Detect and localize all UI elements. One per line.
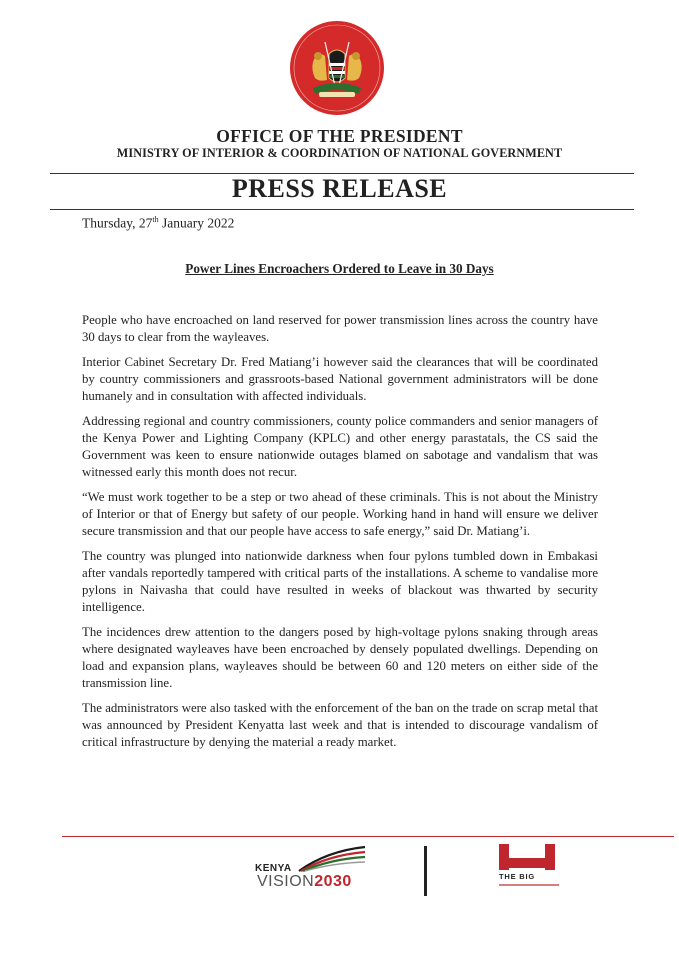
- ministry-title: MINISTRY OF INTERIOR & COORDINATION OF NATIONAL GOVERNMENT: [116, 146, 563, 160]
- press-release-title: PRESS RELEASE: [231, 174, 448, 203]
- vision-word: [257, 873, 352, 891]
- vision-label: VISION: [257, 873, 315, 890]
- paragraph: Addressing regional and country commissioners, county police commanders and senior managers of the Kenya Power and Lighting Company (KPLC) and other energy parastatals, the CS said the Government was keen to ensure nationwide outages blamed on sabotage and vandalism that was witnessed early this month does not recur.: [82, 414, 598, 479]
- date-suffix: th: [152, 215, 159, 224]
- office-title: OFFICE OF THE PRESIDENT: [216, 126, 463, 146]
- article-body: [82, 312, 598, 759]
- kenya-coat-of-arms-icon: [289, 20, 385, 116]
- headline: Power Lines Encroachers Ordered to Leave in 30 Days: [185, 261, 494, 276]
- paragraph: The incidences drew attention to the dangers posed by high-voltage pylons snaking through areas where designated wayleaves have been encroached by densely populated dwellings. Depending on load and expansion plans, wayleaves should be between 60 and 120 meters on either side of the transmission line.: [82, 625, 598, 690]
- big-four-underline: [499, 884, 559, 886]
- footer-divider: [62, 836, 674, 837]
- paragraph: Interior Cabinet Secretary Dr. Fred Matiang’i however said the clearances that will be coordinated by country commissioners and grassroots-based National government administrators will be done humanely and in consultation with affected individuals.: [82, 355, 598, 403]
- date-month-year: January 2022: [158, 215, 235, 231]
- paragraph: People who have encroached on land reserved for power transmission lines across the country have 30 days to clear from the wayleaves.: [82, 313, 598, 344]
- kenya-word: KENYA: [255, 863, 292, 874]
- big-four-text: THE BIG: [499, 872, 536, 881]
- big-four-mark-icon: [497, 842, 567, 872]
- paragraph: “We must work together to be a step or two ahead of these criminals. This is not about the Ministry of Interior or that of Energy but safety of our people. Working hand in hand will ensure we deliver secure transmission and that our people have access to safe energy,” said Dr. Matiang’i.: [82, 490, 598, 538]
- release-date: [82, 215, 234, 232]
- paragraph: The administrators were also tasked with the enforcement of the ban on the trade on scrap metal that was announced by President Kenyatta last week and that is intended to discourage vandalism of critical infrastructure by denying the material a ready market.: [82, 701, 598, 749]
- vision-2030-logo-icon: [255, 845, 375, 895]
- header-bottom-divider: [50, 209, 634, 210]
- date-weekday: Thursday, 27: [82, 215, 153, 231]
- swoosh-icon: [297, 845, 367, 873]
- footer-separator: [424, 846, 427, 896]
- big-four-logo-icon: [497, 842, 577, 902]
- vision-year: 2030: [314, 873, 352, 890]
- paragraph: The country was plunged into nationwide darkness when four pylons tumbled down in Embakasi after vandals reportedly tampered with critical parts of the installations. A scheme to vandalise more pylons in Naivasha that could have resulted in weeks of blackout was thwarted by security intelligence.: [82, 549, 598, 614]
